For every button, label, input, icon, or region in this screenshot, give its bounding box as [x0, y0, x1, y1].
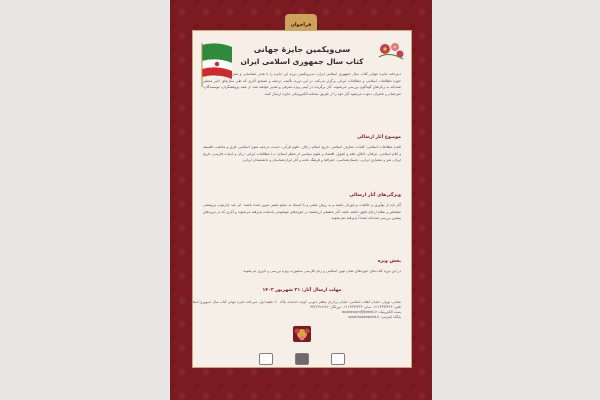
- call-badge-label: فراخوان: [290, 22, 312, 28]
- contact-site: پایگاه اینترنتی: www.bookaward.ir: [348, 315, 401, 319]
- ministry-logo-icon: [331, 353, 345, 365]
- section-topics-text: الف) مطالعات اسلامی: کلیات، معارف اسلامی، تاریخ اسلام، رجال، علوم قرآنی، حدیث، ترجمه متون اسلامی، فرق و مذاهب، فلسفه و کلام اسلامی، عرفان، اخلاق، فقه و اصول، اقتصاد و علوم سیاسی از منظر اسلام؛ ب) مطالعات ایرانی: زبان و ادبیات فارسی، تاریخ ایران، هنر و معماری ایرانی، باستان‌شناسی، جغرافیا و فرهنگ عامه و آثار ایران‌شناسان و دانشمندان ایرانی.: [203, 145, 401, 163]
- section-features-heading: ویژگی‌های آثار ارسالی: [349, 193, 401, 198]
- announcement-card: [179, 30, 412, 368]
- flower-ornament-icon: [375, 39, 407, 63]
- contact-address: نشانی: تهران، خیابان انقلاب اسلامی، خیابان برادران مظفر جنوبی، کوچه خدابنده، پلاک ۲۰، طبقه اول، دبیرخانه جایزه جهانی کتاب سال جمهوری اسلامی ایران: [179, 300, 401, 304]
- section-topics-heading: موضوع آثار ارسالی: [357, 135, 401, 140]
- title-line-1: سی‌ویکمین جایزهٔ جهانی: [253, 45, 351, 54]
- section-special-text: در این دوره کتاب‌های حوزه‌های تمدن نوین اسلامی و زبان فارسی به‌صورت ویژه بررسی و داوری می‌شوند.: [242, 269, 401, 273]
- flower-emblem-icon: [286, 323, 318, 345]
- contact-block: [179, 300, 401, 320]
- contact-email: پست الکترونیک: bookaward@ketab.ir: [342, 310, 401, 314]
- book-house-logo-icon: [259, 353, 273, 365]
- contact-phone: تلفن: ۰۲۱۶۶۴۹۳۴۶۳ نمابر: ۰۲۱۶۶۴۹۳۴۶۴ دورنگار: ۰۹۳۳۶۳۲۶۲۷۲: [308, 305, 401, 309]
- section-features-text: آثار باید از نوآوری و خلاقیت برخوردار باشند و به روش علمی و با استناد به منابع معتبر تدوین شده باشند. اثر باید چارچوب پژوهشی مشخص و نظام ارجاع دقیق داشته باشد. آثار تحقیقی ارزشمند در حوزه‌های موضوعی یادشده پذیرفته می‌شوند و آثاری که در دوره‌های پیشین بررسی شده‌اند مجدداً پذیرفته نمی‌شوند.: [203, 203, 401, 221]
- section-special-heading: بخش ویژه: [377, 259, 401, 264]
- poster-background: [170, 0, 432, 400]
- deadline-text: مهلت ارسال آثار: ۳۱ شهریور ۱۴۰۲: [262, 288, 342, 293]
- sponsor-logos: [193, 353, 411, 365]
- intro-paragraph: دبیرخانه جایزه جهانی کتاب سال جمهوری اسلامی ایران، سی‌ویکمین دوره این جایزه را با هدف شناسایی و معرفی آثار ارزشمند در حوزه مطالعات اسلامی و مطالعات ایرانی برگزار می‌کند. در این دوره، تألیف، ترجمه و تصحیح آثاری که طی سال‌های اخیر منتشر شده‌اند به زبان‌های گوناگون بررسی می‌شوند. آثار برگزیده در آیینی ویژه معرفی و تقدیر خواهند شد. از همه پژوهشگران، نویسندگان، مترجمان و ناشران دعوت می‌شود آثار خود را از طریق سامانه الکترونیکی جایزه ارسال کنند.: [203, 72, 401, 96]
- title-line-2: کتاب سال جمهوری اسلامی ایران: [240, 57, 364, 66]
- institute-logo-icon: [295, 353, 309, 365]
